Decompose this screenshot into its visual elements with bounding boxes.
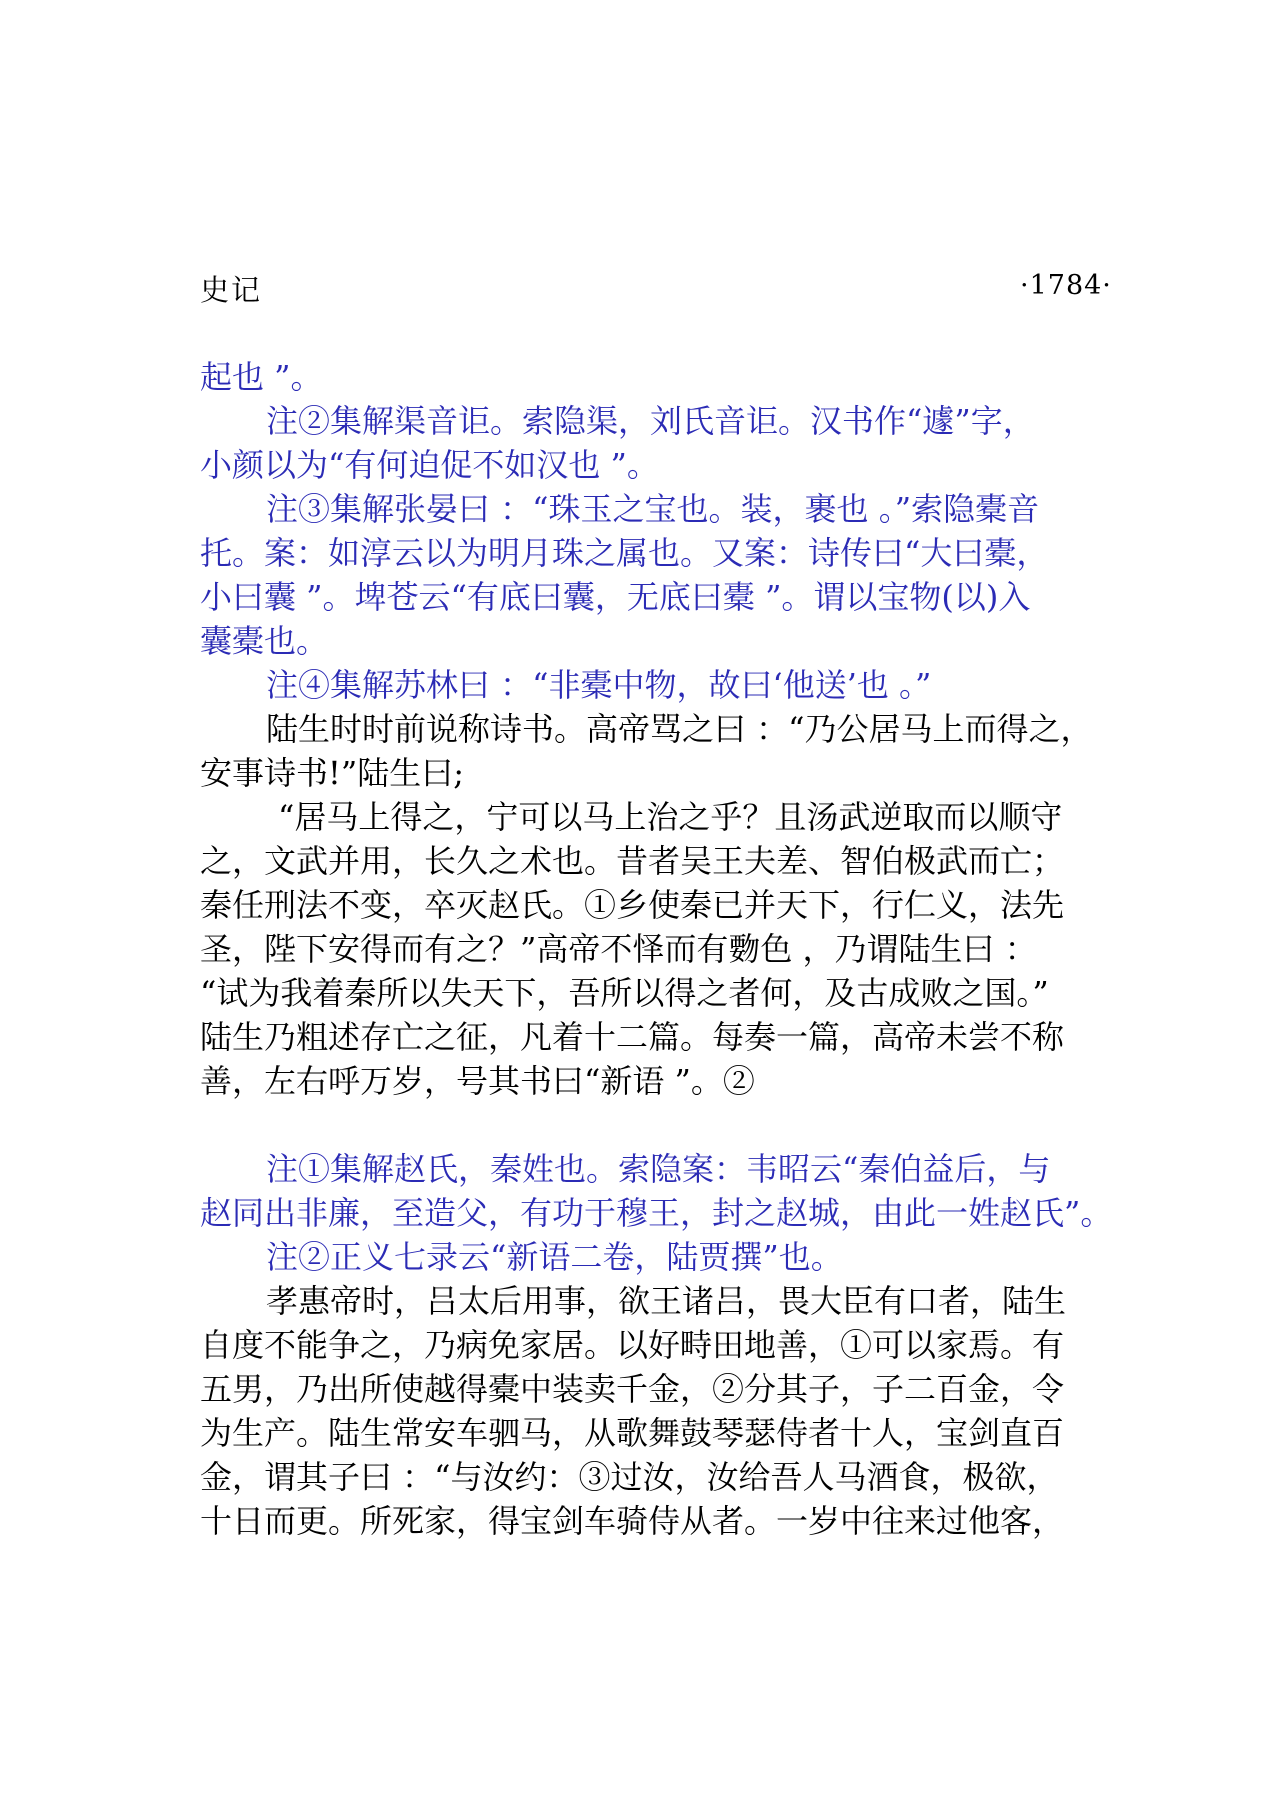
note-line: 注①集解赵氏，秦姓也。索隐案：韦昭云“秦伯益后，与 — [266, 1150, 1051, 1188]
note-line: 注④集解苏林曰 ：“非橐中物，故曰‘他送’也 。” — [266, 666, 932, 704]
body-line: “居马上得之，宁可以马上治之乎？且汤武逆取而以顺守 — [278, 798, 1063, 836]
body-line: 圣，陛下安得而有之？”高帝不怿而有覅色 ，乃谓陆生曰 ： — [200, 930, 1037, 968]
text-line: 起也 ”。 — [200, 358, 323, 396]
body-line: 十日而更。所死家，得宝剑车骑侍从者。一岁中往来过他客， — [200, 1502, 1065, 1540]
note-line: 注②正义七录云“新语二卷，陆贾撰”也。 — [266, 1238, 843, 1276]
body-line: 陆生时时前说称诗书。高帝骂之曰 ：“乃公居马上而得之， — [266, 710, 1093, 748]
running-header-title: 史记 — [200, 273, 263, 307]
body-line: 孝惠帝时，吕太后用事，欲王诸吕，畏大臣有口者，陆生 — [266, 1282, 1067, 1320]
running-header-page-number: ·1784· — [1020, 270, 1112, 301]
body-line: 陆生乃粗述存亡之征，凡着十二篇。每奏一篇，高帝未尝不称 — [200, 1018, 1065, 1056]
note-line: 注②集解渠音讵。索隐渠，刘氏音讵。汉书作“遽”字， — [266, 402, 1035, 440]
body-line: 为生产。陆生常安车驷马，从歌舞鼓琴瑟侍者十人，宝剑直百 — [200, 1414, 1065, 1452]
note-line: 小曰囊 ”。埤苍云“有底曰囊，无底曰橐 ”。谓以宝物(以)入 — [200, 578, 1031, 616]
body-line: 五男，乃出所使越得橐中装卖千金，②分其子，子二百金，令 — [200, 1370, 1065, 1408]
body-line: 自度不能争之，乃病免家居。以好畤田地善，①可以家焉。有 — [200, 1326, 1065, 1364]
body-line: 善，左右呼万岁，号其书曰“新语 ”。② — [200, 1062, 755, 1100]
body-line: “试为我着秦所以失天下，吾所以得之者何，及古成败之国。” — [200, 974, 1049, 1012]
note-line: 赵同出非廉，至造父，有功于穆王，封之赵城，由此一姓赵氏”。 — [200, 1194, 1113, 1232]
note-line: 托。案：如淳云以为明月珠之属也。又案：诗传曰“大曰橐， — [200, 534, 1049, 572]
note-line: 注③集解张晏曰 ：“珠玉之宝也。装，裹也 。”索隐橐音 — [266, 490, 1040, 528]
body-line: 秦任刑法不变，卒灭赵氏。①乡使秦已并天下，行仁义，法先 — [200, 886, 1065, 924]
body-line: 金，谓其子曰 ：“与汝约：③过汝，汝给吾人马酒食，极欲， — [200, 1458, 1059, 1496]
body-line: 安事诗书!”陆生曰; — [200, 754, 465, 792]
body-line: 之，文武并用，长久之术也。昔者吴王夫差、智伯极武而亡； — [200, 842, 1065, 880]
note-line: 小颜以为“有何迫促不如汉也 ”。 — [200, 446, 659, 484]
note-line: 囊橐也。 — [200, 622, 329, 660]
